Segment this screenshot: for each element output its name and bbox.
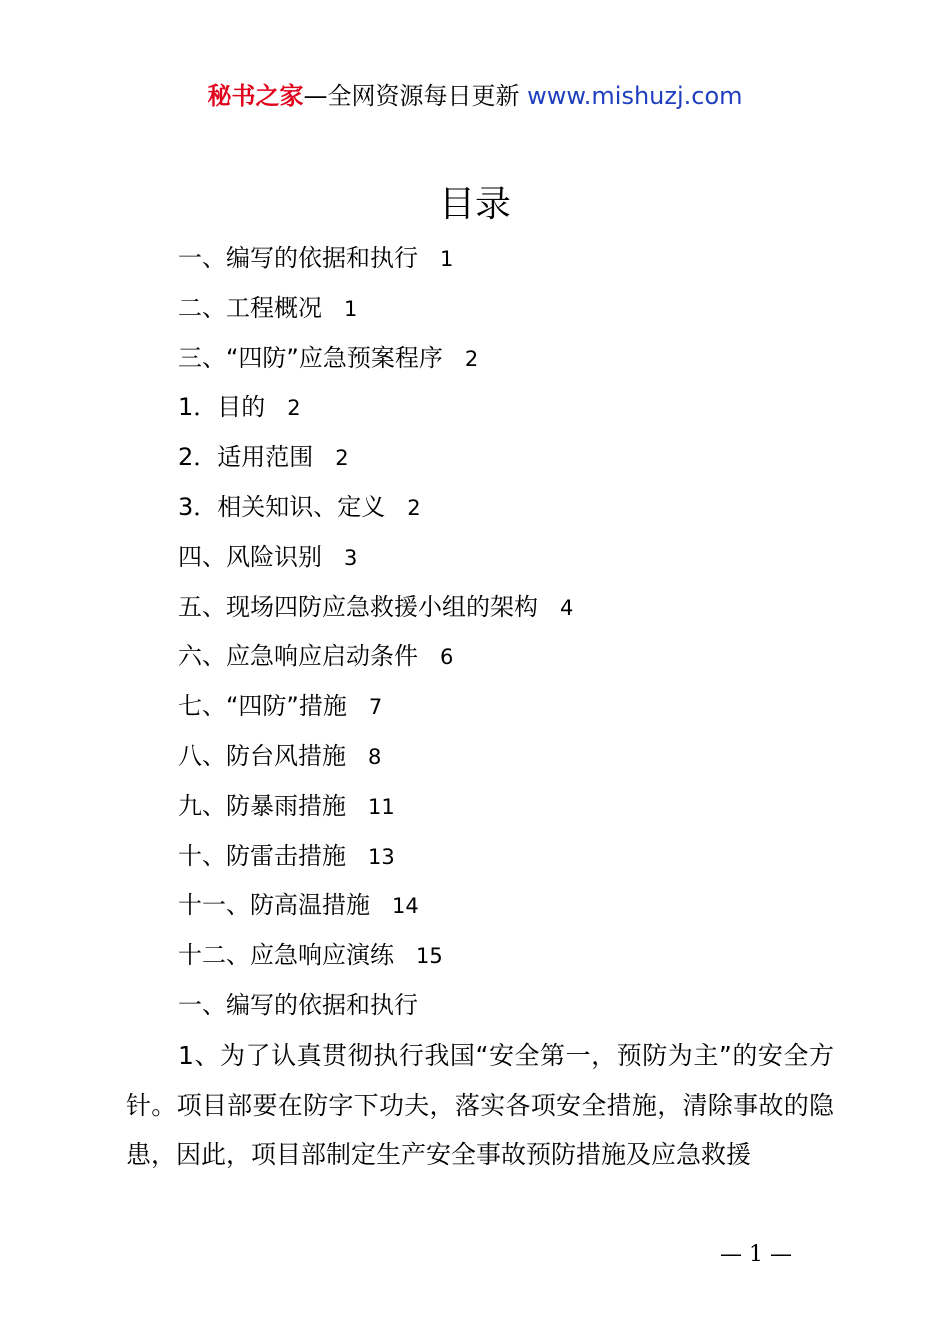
toc-entry[interactable] <box>178 881 573 931</box>
toc-entry-page: 14 <box>392 894 419 919</box>
brand-name: 秘书之家 <box>207 82 304 110</box>
page-number: — 1 — <box>720 1242 792 1267</box>
body-paragraph: 1、为了认真贯彻执行我国“安全第一，预防为主”的安全方针。项目部要在防字下功夫，落实各项安全措施，清除事故的隐患，因此，项目部制定生产安全事故预防措施及应急救援 <box>126 1041 834 1169</box>
toc-entry[interactable] <box>178 931 573 981</box>
toc-entry-page: 15 <box>416 944 443 969</box>
site-header <box>0 80 950 112</box>
toc-entry-page: 2 <box>464 346 479 371</box>
toc-entry-label: 一、编写的依据和执行 <box>178 244 418 272</box>
toc-entry-page: 13 <box>368 844 395 869</box>
toc-entry-page: 4 <box>560 595 574 620</box>
toc-title: 目录 <box>438 184 511 225</box>
toc-entry[interactable] <box>178 334 573 384</box>
toc-entry[interactable] <box>178 383 573 433</box>
toc-entry-label: 三、“四防”应急预案程序 <box>178 343 443 372</box>
toc-entry-label: 2．适用范围 <box>178 443 314 472</box>
toc-entry-label: 九、防暴雨措施 <box>178 791 346 820</box>
toc-entry-label: 四、风险识别 <box>178 542 322 571</box>
toc-entry-label: 十、防雷击措施 <box>178 841 346 870</box>
toc-entry-label: 3．相关知识、定义 <box>178 492 386 521</box>
toc-entry[interactable] <box>178 433 573 483</box>
toc-entry[interactable] <box>178 632 573 682</box>
toc-entry-label: 十二、应急响应演练 <box>178 941 394 970</box>
toc-entry[interactable] <box>178 234 573 284</box>
toc-entry[interactable] <box>178 583 573 633</box>
toc-entry-page: 1 <box>344 296 358 321</box>
toc-entry[interactable] <box>178 682 573 732</box>
toc-entry[interactable] <box>178 284 573 334</box>
section-heading: 一、编写的依据和执行 <box>178 991 418 1019</box>
toc-entry-page: 2 <box>287 396 301 421</box>
toc-entry-page: 8 <box>368 744 382 769</box>
toc-entry-label: 1．目的 <box>178 393 266 422</box>
toc-entry[interactable] <box>178 483 573 533</box>
toc-entry-page: 7 <box>368 695 383 720</box>
toc-entry[interactable] <box>178 732 573 782</box>
toc-entry-label: 七、“四防”措施 <box>178 692 347 721</box>
toc-entry-page: 2 <box>407 495 421 520</box>
toc-entry-page: 2 <box>335 446 349 471</box>
toc-entry-label: 五、现场四防应急救援小组的架构 <box>178 592 538 621</box>
toc-entry-page: 3 <box>344 545 358 570</box>
toc-entry-page: 6 <box>440 645 454 670</box>
toc-entry-page: 11 <box>368 794 395 819</box>
toc-entry-label: 六、应急响应启动条件 <box>178 642 418 671</box>
toc-entry[interactable] <box>178 533 573 583</box>
site-url[interactable]: www.mishuzj.com <box>527 82 743 110</box>
header-tagline: —全网资源每日更新 <box>303 82 520 110</box>
toc-entry-page: 1 <box>440 247 454 271</box>
toc-entry[interactable] <box>178 782 573 832</box>
toc-entry[interactable] <box>178 832 573 882</box>
toc-entry-label: 二、工程概况 <box>178 293 322 322</box>
table-of-contents <box>178 234 573 981</box>
toc-entry-label: 八、防台风措施 <box>178 741 346 770</box>
toc-entry-label: 十一、防高温措施 <box>178 891 370 920</box>
